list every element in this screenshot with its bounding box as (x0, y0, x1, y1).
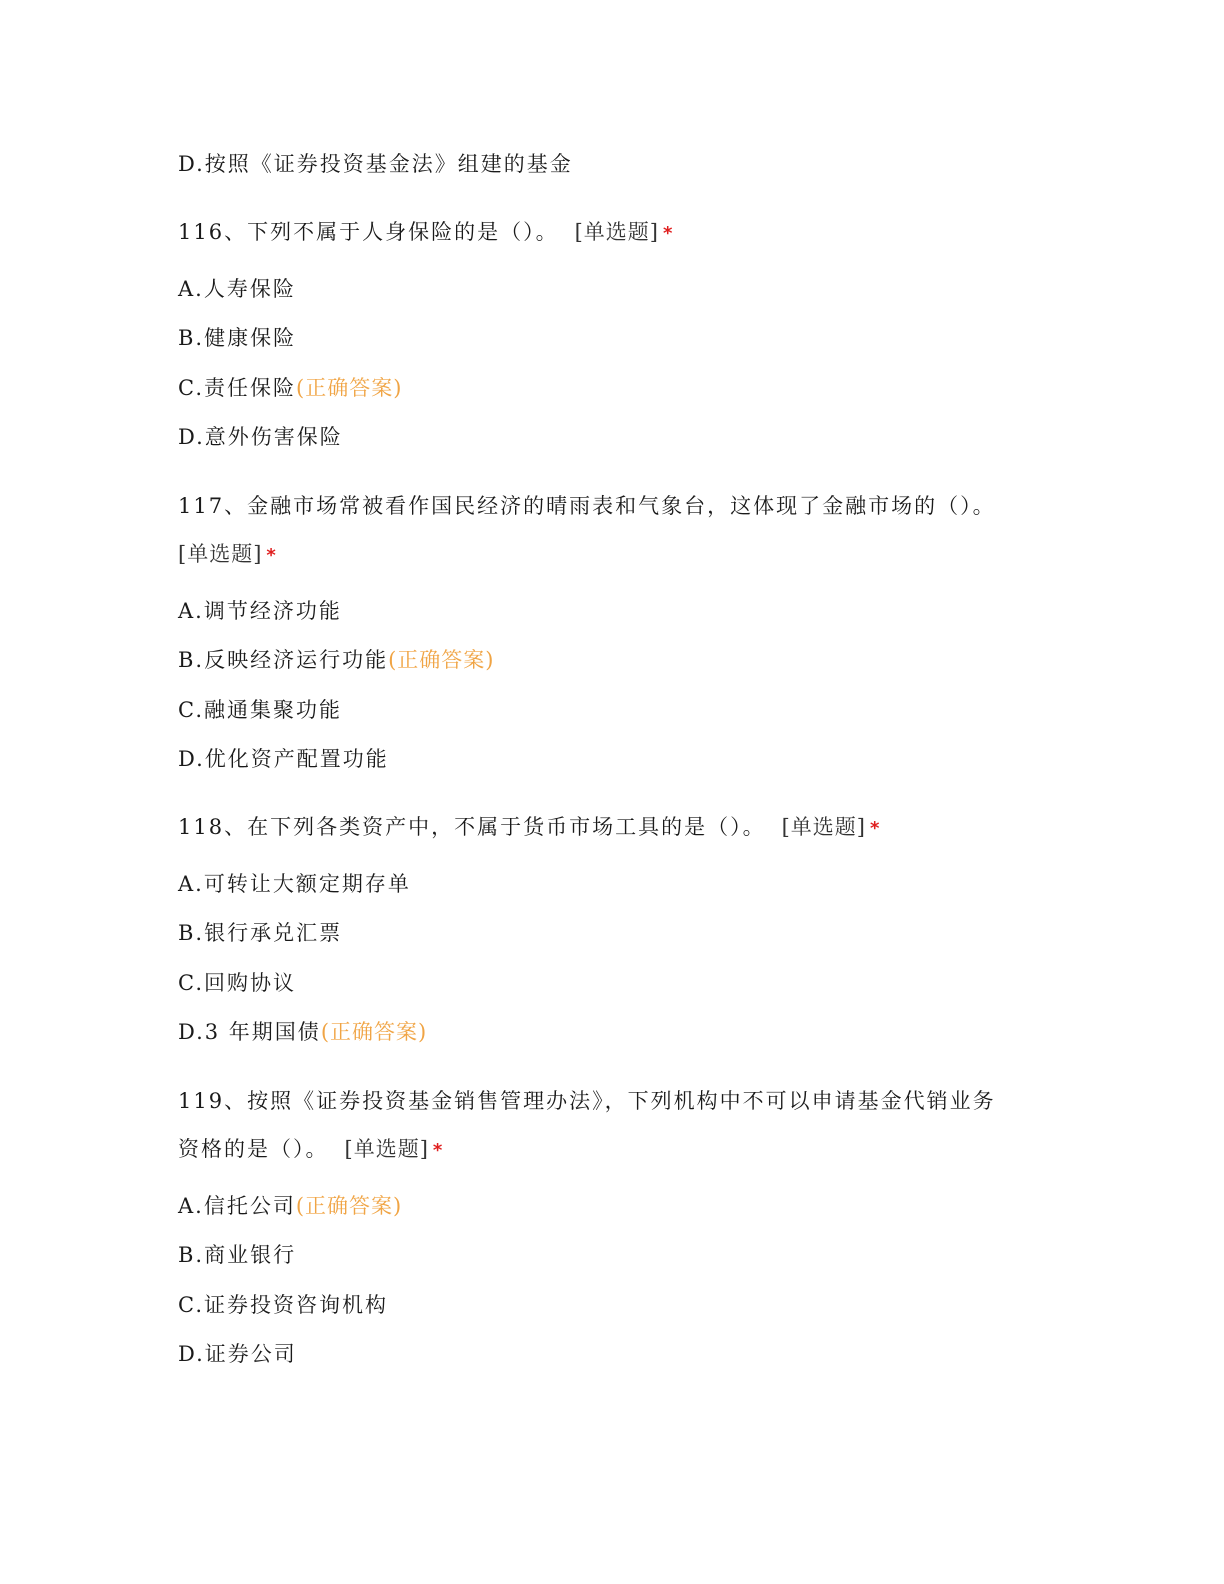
option-text: D.证券公司 (178, 1342, 297, 1366)
option-item (178, 918, 342, 948)
question-type-tag: [单选题] (574, 220, 659, 244)
question-title-continued (178, 539, 278, 571)
option-item-correct (178, 373, 402, 403)
required-asterisk-icon: * (432, 1140, 445, 1161)
option-item (178, 1240, 296, 1270)
option-text: D.按照《证券投资基金法》组建的基金 (178, 152, 573, 176)
option-item (178, 149, 573, 179)
option-item (178, 274, 296, 304)
option-item (178, 695, 342, 725)
question-text: 117、金融市场常被看作国民经济的晴雨表和气象台，这体现了金融市场的（）。 (178, 494, 996, 518)
option-item (178, 596, 342, 626)
option-item (178, 323, 296, 353)
question-title (178, 217, 674, 249)
required-asterisk-icon: * (266, 545, 278, 566)
option-item (178, 1339, 297, 1369)
question-type-tag: [单选题] (781, 815, 866, 839)
option-text: D.优化资产配置功能 (178, 747, 389, 771)
option-text: C.融通集聚功能 (178, 698, 342, 722)
option-text: B.健康保险 (178, 326, 297, 350)
required-asterisk-icon: * (869, 818, 882, 839)
option-text: C.责任保险 (178, 376, 296, 400)
option-text: A.信托公司 (178, 1194, 296, 1218)
option-text: B.银行承兑汇票 (178, 921, 343, 945)
correct-answer-marker: (正确答案) (296, 376, 403, 400)
option-item-correct (178, 1017, 427, 1047)
correct-answer-marker: (正确答案) (388, 648, 495, 672)
required-asterisk-icon: * (662, 223, 675, 244)
correct-answer-marker: (正确答案) (320, 1020, 428, 1044)
question-title (178, 812, 881, 844)
option-text: B.反映经济运行功能 (178, 648, 389, 672)
option-text: B.商业银行 (178, 1243, 297, 1267)
option-item (178, 869, 411, 899)
question-type-tag: [单选题] (178, 542, 263, 566)
option-text: A.可转让大额定期存单 (178, 872, 411, 896)
question-type-tag: [单选题] (344, 1137, 429, 1161)
question-title (178, 1086, 996, 1116)
option-item (178, 422, 343, 452)
option-text: D.3 年期国债 (178, 1020, 321, 1044)
option-text: D.意外伤害保险 (178, 425, 343, 449)
option-text: C.证券投资咨询机构 (178, 1293, 388, 1317)
option-text: A.调节经济功能 (178, 599, 342, 623)
option-item (178, 744, 389, 774)
option-item-correct (178, 645, 495, 675)
question-text: 资格的是（）。 (178, 1137, 329, 1161)
option-text: C.回购协议 (178, 971, 296, 995)
option-item-correct (178, 1191, 402, 1221)
option-item (178, 968, 296, 998)
question-title (178, 491, 996, 521)
question-text: 116、下列不属于人身保险的是（）。 (178, 220, 559, 244)
correct-answer-marker: (正确答案) (295, 1194, 403, 1218)
option-text: A.人寿保险 (178, 277, 296, 301)
question-title-continued (178, 1134, 444, 1166)
question-text: 118、在下列各类资产中，不属于货币市场工具的是（）。 (178, 815, 766, 839)
question-text: 119、按照《证券投资基金销售管理办法》，下列机构中不可以申请基金代销业务 (178, 1089, 996, 1113)
option-item (178, 1290, 388, 1320)
